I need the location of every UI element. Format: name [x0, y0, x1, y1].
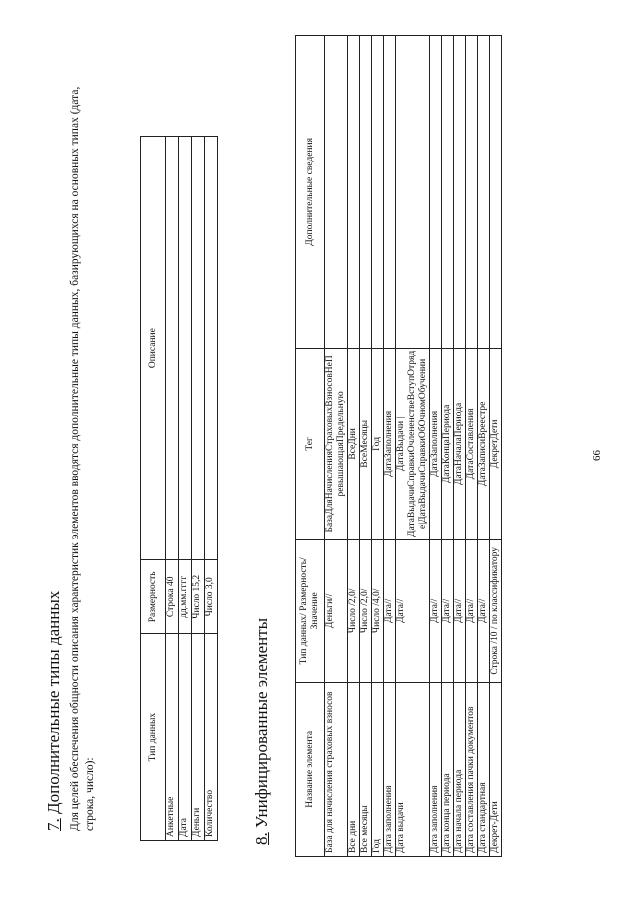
table-row	[360, 36, 372, 857]
cell-extra	[360, 36, 372, 349]
cell-element-name: База для начисления страховых взносов	[325, 682, 348, 856]
header-data-type: Тип данных/ Размерность/ Значение	[296, 540, 325, 683]
cell-extra	[396, 36, 430, 349]
cell-element-name: Дата стандартная	[478, 682, 490, 856]
cell-tag: ДатаСоставления	[466, 348, 478, 539]
cell-element-name: Все дни	[348, 682, 360, 856]
cell-description	[179, 137, 192, 560]
cell-data-type: Дата//	[430, 540, 442, 683]
cell-element-name: Все месяцы	[360, 682, 372, 856]
cell-type: Количество	[205, 634, 218, 841]
section-7-title: Дополнительные типы данных	[44, 590, 63, 814]
cell-data-type: Дата//	[396, 540, 430, 683]
unified-elements-table	[295, 35, 502, 857]
cell-data-type: Деньги//	[325, 540, 348, 683]
cell-extra	[466, 36, 478, 349]
cell-element-name: Год	[372, 682, 384, 856]
cell-size: дд.мм.гггг	[179, 560, 192, 634]
cell-data-type: Дата//	[454, 540, 466, 683]
table-row	[384, 36, 396, 857]
cell-tag: ВсеМесяцы	[360, 348, 372, 539]
cell-data-type: Дата//	[442, 540, 454, 683]
cell-data-type: Число /2,0/	[348, 540, 360, 683]
table-row	[166, 137, 179, 841]
cell-tag: ДатаЗаполнения	[430, 348, 442, 539]
header-type: Тип данных	[141, 634, 166, 841]
section-8-number: 8.	[252, 832, 271, 845]
cell-tag: ВсеДни	[348, 348, 360, 539]
cell-data-type: Дата//	[384, 540, 396, 683]
cell-extra	[454, 36, 466, 349]
cell-size: Строка 40	[166, 560, 179, 634]
table-header-row	[296, 36, 325, 857]
header-description: Описание	[141, 137, 166, 560]
cell-extra	[490, 36, 502, 349]
cell-data-type: Число /4,0/	[372, 540, 384, 683]
table-row	[192, 137, 205, 841]
cell-element-name: Дата заполнения	[430, 682, 442, 856]
cell-tag: Год	[372, 348, 384, 539]
cell-tag: ДатаЗаписиВреестре	[478, 348, 490, 539]
table-row	[372, 36, 384, 857]
cell-description	[192, 137, 205, 560]
cell-type: Деньги	[192, 634, 205, 841]
cell-extra	[430, 36, 442, 349]
table-row	[454, 36, 466, 857]
header-element-name: Название элемента	[296, 682, 325, 856]
section-8-title: Унифицированные элементы	[252, 617, 271, 828]
cell-extra	[442, 36, 454, 349]
header-extra: Дополнительные сведения	[296, 36, 325, 349]
cell-extra	[384, 36, 396, 349]
page-number: 66	[591, 450, 603, 461]
cell-element-name: Дата выдачи	[396, 682, 430, 856]
table-row	[478, 36, 490, 857]
table-row	[490, 36, 502, 857]
table-row	[205, 137, 218, 841]
table-row	[466, 36, 478, 857]
cell-tag: ДатаНачалаПериода	[454, 348, 466, 539]
cell-element-name: Дата конца периода	[442, 682, 454, 856]
section-7-number: 7.	[44, 818, 63, 831]
cell-data-type: Дата//	[478, 540, 490, 683]
cell-data-type: Строка /10 / по классификатору	[490, 540, 502, 683]
cell-element-name: Дата начала периода	[454, 682, 466, 856]
header-tag: Тег	[296, 348, 325, 539]
cell-description	[205, 137, 218, 560]
table-row	[442, 36, 454, 857]
cell-extra	[372, 36, 384, 349]
table-row	[348, 36, 360, 857]
cell-extra	[325, 36, 348, 349]
cell-element-name: Дата заполнения	[384, 682, 396, 856]
cell-data-type: Число /2,0/	[360, 540, 372, 683]
section-7-heading	[44, 591, 64, 831]
table-row	[430, 36, 442, 857]
cell-tag: ДатаЗаполнения	[384, 348, 396, 539]
cell-element-name: Дата составления пачки документов	[466, 682, 478, 856]
table-row	[325, 36, 348, 857]
cell-type: Дата	[179, 634, 192, 841]
cell-size: Число 3,0	[205, 560, 218, 634]
cell-element-name: Декрет-Дети	[490, 682, 502, 856]
header-size: Размерность	[141, 560, 166, 634]
table-header-row	[141, 137, 166, 841]
cell-type: Анкетные	[166, 634, 179, 841]
table-row	[396, 36, 430, 857]
cell-size: Число 15,2	[192, 560, 205, 634]
cell-tag: ДекретДети	[490, 348, 502, 539]
section-7-paragraph: Для целей обеспечения общности описания характеристик элементов вводятся дополнительные типы данных, базирующихся на основных типах (дата, строка, число):	[69, 86, 96, 831]
cell-tag: ДатаКонцаПериода	[442, 348, 454, 539]
table-row	[179, 137, 192, 841]
section-8-heading	[252, 618, 272, 845]
cell-data-type: Дата//	[466, 540, 478, 683]
cell-tag: ДатаВыдачи | ДатаВыдачиСправкиОчлененствеВступОтряд е|ДатаВыдачиСправкиОбОчномОбучении	[396, 348, 430, 539]
cell-extra	[348, 36, 360, 349]
cell-description	[166, 137, 179, 560]
data-types-table	[140, 136, 218, 841]
cell-extra	[478, 36, 490, 349]
cell-tag: БазаДляНачисленияСтраховыхВзносовНеП ревышающаяПредельную	[325, 348, 348, 539]
